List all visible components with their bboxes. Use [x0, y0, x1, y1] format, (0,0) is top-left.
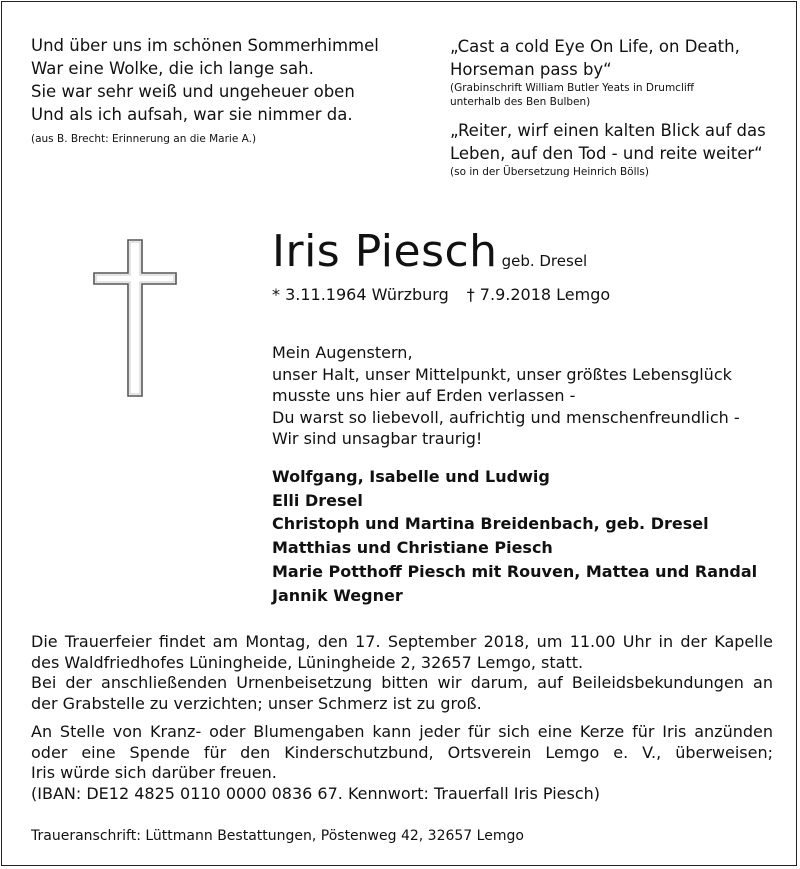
- deceased-heading: [272, 226, 587, 278]
- poem-line: Sie war sehr weiß und ungeheuer oben: [31, 82, 355, 101]
- info-line: Iris würde sich darüber freuen.: [31, 763, 277, 782]
- mourner: Christoph und Martina Breidenbach, geb. Dresel: [272, 514, 709, 534]
- poem-source: (aus B. Brecht: Erinnerung an die Marie A.): [31, 133, 257, 145]
- mourner: Marie Potthoff Piesch mit Rouven, Mattea und Randal: [272, 561, 758, 581]
- poem-source-german: (so in der Übersetzung Heinrich Bölls): [450, 166, 649, 178]
- poem-line-english: Horseman pass by“: [450, 60, 612, 79]
- message-line: Du warst so liebevoll, aufrichtig und menschenfreundlich -: [272, 407, 740, 427]
- mourner: Elli Dresel: [272, 490, 363, 510]
- cross-icon: [90, 238, 180, 398]
- message-line: musste uns hier auf Erden verlassen -: [272, 386, 576, 405]
- donation-paragraph: [31, 722, 773, 804]
- mourning-address: Traueranschrift: Lüttmann Bestattungen, Pöstenweg 42, 32657 Lemgo: [31, 828, 524, 844]
- poem-source-english: unterhalb des Ben Bulben): [450, 96, 591, 108]
- poem-line: Und als ich aufsah, war sie nimmer da.: [31, 105, 353, 124]
- poem-line: Und über uns im schönen Sommerhimmel: [31, 36, 379, 55]
- mourner: Jannik Wegner: [272, 585, 403, 605]
- mourners-list: [272, 465, 757, 607]
- poem-line-english: „Cast a cold Eye On Life, on Death,: [450, 37, 740, 56]
- mourner: Matthias und Christiane Piesch: [272, 538, 553, 558]
- ceremony-paragraph: [31, 632, 773, 714]
- deceased-name: Iris Piesch: [272, 226, 498, 277]
- poem-yeats: [450, 35, 790, 179]
- birth-date: * 3.11.1964 Würzburg: [272, 285, 449, 304]
- mourning-message: [272, 342, 740, 450]
- life-dates: [272, 285, 610, 304]
- poem-line-german: Leben, auf den Tod - und reite weiter“: [450, 144, 763, 163]
- poem-brecht: [31, 34, 411, 146]
- maiden-name: geb. Dresel: [501, 252, 588, 270]
- info-line: An Stelle von Kranz- oder Blumengaben kann jeder für sich eine Kerze für Iris anzünden: [31, 722, 773, 741]
- death-date: † 7.9.2018 Lemgo: [466, 285, 611, 304]
- info-line: der Grabstelle zu verzichten; unser Schmerz ist zu groß.: [31, 693, 482, 713]
- message-line: Mein Augenstern,: [272, 343, 413, 362]
- info-line: oder eine Spende für den Kinderschutzbund, Ortsverein Lemgo e. V., überweisen;: [31, 742, 773, 762]
- message-line: unser Halt, unser Mittelpunkt, unser größtes Lebensglück: [272, 364, 732, 384]
- funeral-info: [31, 632, 773, 804]
- poem-line-german: „Reiter, wirf einen kalten Blick auf das: [450, 121, 766, 140]
- info-line: Die Trauerfeier findet am Montag, den 17. September 2018, um 11.00 Uhr in der Kapelle: [31, 632, 773, 651]
- info-line: des Waldfriedhofes Lüningheide, Lüningheide 2, 32657 Lemgo, statt.: [31, 652, 584, 672]
- iban-line: (IBAN: DE12 4825 0110 0000 0836 67. Kennwort: Trauerfall Iris Piesch): [31, 783, 601, 803]
- message-line: Wir sind unsagbar traurig!: [272, 429, 483, 448]
- poem-line: War eine Wolke, die ich lange sah.: [31, 59, 314, 78]
- mourner: Wolfgang, Isabelle und Ludwig: [272, 467, 550, 486]
- poem-source-english: (Grabinschrift William Butler Yeats in Drumcliff: [450, 82, 695, 94]
- info-line: Bei der anschließenden Urnenbeisetzung bitten wir darum, auf Beileidsbekundungen an: [31, 673, 773, 692]
